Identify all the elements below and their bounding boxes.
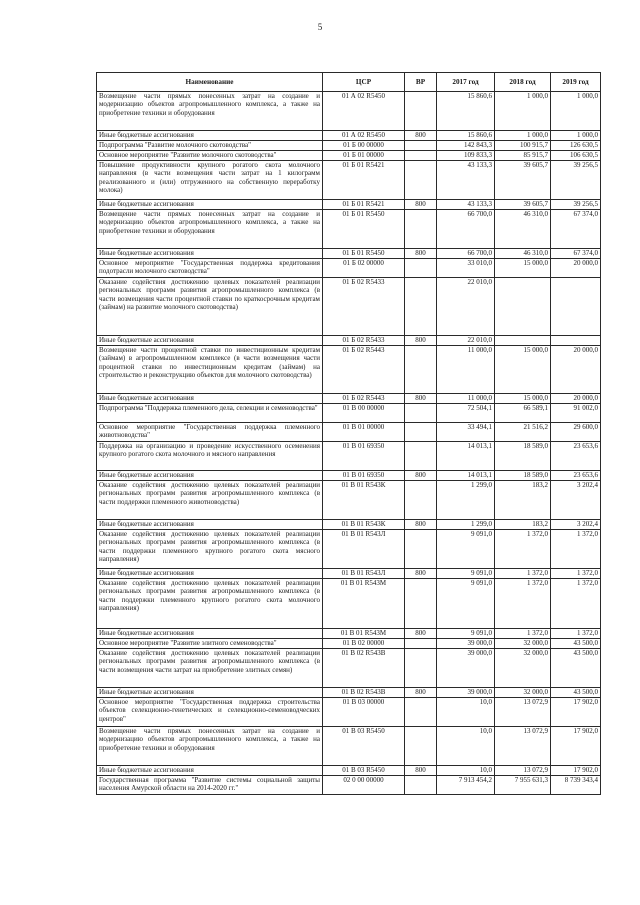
row-amount-2018: 32 000,0 [495,639,551,649]
row-amount-2019: 17 902,0 [551,698,601,727]
row-amount-2018: 46 310,0 [495,210,551,249]
row-amount-2019 [551,278,601,336]
header-row [97,73,601,92]
row-csr-code: 01 В 01 R543М [323,629,405,639]
row-amount-2017: 15 860,6 [437,92,495,131]
table-row [97,520,601,530]
row-name: Иные бюджетные ассигнования [97,629,323,639]
row-amount-2018: 100 915,7 [495,141,551,151]
table-row [97,336,601,346]
row-name: Иные бюджетные ассигнования [97,688,323,698]
row-name: Основное мероприятие "Развитие молочного скотоводства" [97,151,323,161]
row-vr-code: 800 [405,629,437,639]
row-csr-code: 01 В 03 R5450 [323,766,405,776]
table-row [97,639,601,649]
row-csr-code: 01 Б 01 00000 [323,151,405,161]
row-name: Иные бюджетные ассигнования [97,336,323,346]
row-amount-2017: 10,0 [437,698,495,727]
row-amount-2018: 15 000,0 [495,346,551,394]
row-amount-2019: 3 202,4 [551,520,601,530]
row-amount-2017: 39 000,0 [437,639,495,649]
table-row [97,92,601,131]
row-vr-code [405,649,437,688]
row-name: Основное мероприятие "Развитие элитного семеноводства" [97,639,323,649]
row-amount-2019: 1 372,0 [551,579,601,629]
row-amount-2018: 32 000,0 [495,688,551,698]
row-amount-2018 [495,278,551,336]
row-name: Основное мероприятие "Государственная поддержка племенного животноводства" [97,423,323,442]
row-csr-code: 01 Б 01 R5450 [323,210,405,249]
row-csr-code: 01 Б 02 R5433 [323,336,405,346]
row-amount-2019: 20 000,0 [551,394,601,404]
row-vr-code: 800 [405,249,437,259]
row-name: Подпрограмма "Поддержка племенного дела, селекции и семеноводства" [97,404,323,423]
row-amount-2019: 67 374,0 [551,249,601,259]
table-row [97,161,601,200]
row-vr-code: 800 [405,520,437,530]
row-amount-2019: 126 630,5 [551,141,601,151]
row-amount-2019: 1 372,0 [551,530,601,569]
row-name: Оказание содействия достижению целевых показателей реализации региональных программ развития агропромышленного комплекса (в части поддержки племенного животноводства) [97,481,323,520]
row-amount-2017: 11 000,0 [437,394,495,404]
row-amount-2018: 15 000,0 [495,394,551,404]
header-vr: ВР [405,73,437,92]
row-vr-code [405,404,437,423]
page-number: 5 [317,22,323,32]
row-amount-2019: 23 653,6 [551,471,601,481]
row-csr-code: 01 В 03 00000 [323,698,405,727]
row-amount-2017: 39 000,0 [437,649,495,688]
row-amount-2018: 13 072,9 [495,727,551,766]
row-amount-2017: 43 133,3 [437,200,495,210]
table-row [97,141,601,151]
row-csr-code: 01 В 01 69350 [323,442,405,471]
row-name: Оказание содействия достижению целевых показателей реализации региональных программ развития агропромышленного комплекса (в части поддержки племенного крупного рогатого скота молочного направления) [97,579,323,629]
row-amount-2017: 15 860,6 [437,131,495,141]
row-vr-code [405,278,437,336]
row-name: Повышение продуктивности крупного рогатого скота молочного направления (в части возмещения части затрат на 1 килограмм реализованного и (или) отгруженного на собственную переработку молока) [97,161,323,200]
row-amount-2017: 22 010,0 [437,336,495,346]
row-vr-code [405,141,437,151]
row-csr-code: 01 Б 00 00000 [323,141,405,151]
row-vr-code [405,161,437,200]
row-name: Возмещение части прямых понесенных затрат на создание и модернизацию объектов агропромышленного комплекса, а также на приобретение техники и оборудования [97,210,323,249]
row-amount-2018: 1 372,0 [495,629,551,639]
row-amount-2017: 66 700,0 [437,210,495,249]
row-vr-code [405,481,437,520]
row-amount-2018: 1 000,0 [495,92,551,131]
row-vr-code [405,530,437,569]
row-csr-code: 02 0 00 00000 [323,776,405,795]
row-amount-2018: 66 589,1 [495,404,551,423]
row-vr-code [405,579,437,629]
row-amount-2017: 10,0 [437,766,495,776]
row-amount-2017: 33 494,1 [437,423,495,442]
table-row [97,776,601,795]
row-amount-2018: 1 372,0 [495,569,551,579]
row-vr-code: 800 [405,131,437,141]
row-amount-2017: 1 299,0 [437,520,495,530]
row-amount-2017: 43 133,3 [437,161,495,200]
row-csr-code: 01 В 01 R543К [323,481,405,520]
row-csr-code: 01 В 03 R5450 [323,727,405,766]
row-amount-2017: 142 843,3 [437,141,495,151]
row-vr-code: 800 [405,569,437,579]
table-body [97,92,601,795]
row-vr-code: 800 [405,394,437,404]
row-amount-2017: 33 010,0 [437,259,495,278]
row-vr-code: 800 [405,336,437,346]
row-name: Иные бюджетные ассигнования [97,249,323,259]
row-amount-2019: 39 256,5 [551,200,601,210]
row-name: Поддержка на организацию и проведение искусственного осеменения крупного рогатого скота молочного и мясного направления [97,442,323,471]
row-amount-2018: 85 915,7 [495,151,551,161]
row-name: Иные бюджетные ассигнования [97,520,323,530]
row-amount-2019: 17 902,0 [551,766,601,776]
row-amount-2017: 9 091,0 [437,629,495,639]
row-csr-code: 01 В 01 R543Л [323,530,405,569]
row-amount-2019: 20 000,0 [551,259,601,278]
header-2018: 2018 год [495,73,551,92]
row-amount-2017: 72 504,1 [437,404,495,423]
table-row [97,481,601,520]
row-amount-2017: 14 013,1 [437,471,495,481]
row-amount-2017: 14 013,1 [437,442,495,471]
row-amount-2018: 183,2 [495,481,551,520]
row-csr-code: 01 Б 02 R5443 [323,394,405,404]
table-row [97,649,601,688]
table-row [97,530,601,569]
row-csr-code: 01 Б 01 R5421 [323,161,405,200]
header-csr: ЦСР [323,73,405,92]
table-row [97,688,601,698]
row-name: Возмещение части процентной ставки по инвестиционным кредитам (займам) в агропромышленном комплексе (в части возмещения части процентной ставки по инвестиционным кредитам (займам) на строительство и реконструкцию объектов для молочного скотоводства) [97,346,323,394]
row-csr-code: 01 Б 02 00000 [323,259,405,278]
table-row [97,404,601,423]
table-row [97,579,601,629]
row-amount-2019: 8 739 343,4 [551,776,601,795]
row-amount-2019: 17 902,0 [551,727,601,766]
row-amount-2017: 22 010,0 [437,278,495,336]
row-name: Подпрограмма "Развитие молочного скотоводства" [97,141,323,151]
row-vr-code [405,423,437,442]
row-vr-code [405,210,437,249]
row-csr-code: 01 В 01 69350 [323,471,405,481]
row-vr-code [405,259,437,278]
budget-table [96,72,601,795]
table-row [97,471,601,481]
row-name: Иные бюджетные ассигнования [97,200,323,210]
row-amount-2018: 32 000,0 [495,649,551,688]
row-amount-2018: 15 000,0 [495,259,551,278]
row-csr-code: 01 В 02 R543В [323,649,405,688]
row-amount-2018: 1 372,0 [495,530,551,569]
row-amount-2017: 39 000,0 [437,688,495,698]
row-csr-code: 01 В 00 00000 [323,404,405,423]
table-row [97,727,601,766]
row-amount-2019: 20 000,0 [551,346,601,394]
row-vr-code: 800 [405,766,437,776]
row-amount-2018: 39 605,7 [495,161,551,200]
row-amount-2019: 1 372,0 [551,629,601,639]
table-row [97,569,601,579]
row-amount-2019: 43 500,0 [551,688,601,698]
row-csr-code: 01 Б 02 R5443 [323,346,405,394]
row-csr-code: 01 В 02 R543В [323,688,405,698]
row-amount-2018: 7 955 631,3 [495,776,551,795]
table-row [97,766,601,776]
row-amount-2018: 18 589,0 [495,471,551,481]
table-row [97,394,601,404]
row-name: Государственная программа "Развитие системы социальной защиты населения Амурской области на 2014-2020 гг." [97,776,323,795]
row-amount-2018: 13 072,9 [495,766,551,776]
row-name: Основное мероприятие "Государственная поддержка строительства объектов селекционно-генетических и селекционно-семеноводческих центров" [97,698,323,727]
row-name: Иные бюджетные ассигнования [97,394,323,404]
row-csr-code: 01 В 01 00000 [323,423,405,442]
row-amount-2017: 9 091,0 [437,579,495,629]
row-amount-2019: 67 374,0 [551,210,601,249]
row-name: Иные бюджетные ассигнования [97,471,323,481]
row-csr-code: 01 А 02 R5450 [323,92,405,131]
row-amount-2019: 43 500,0 [551,649,601,688]
row-vr-code [405,346,437,394]
table-row [97,423,601,442]
row-amount-2019: 1 000,0 [551,92,601,131]
row-amount-2019: 29 600,0 [551,423,601,442]
table-row [97,151,601,161]
row-vr-code: 800 [405,200,437,210]
table-row [97,278,601,336]
row-vr-code [405,442,437,471]
row-amount-2017: 109 833,3 [437,151,495,161]
row-amount-2017: 9 091,0 [437,569,495,579]
row-name: Возмещение части прямых понесенных затрат на создание и модернизацию объектов агропромышленного комплекса, а также на приобретение техники и оборудования [97,92,323,131]
table-header [97,73,601,92]
table-row [97,259,601,278]
row-amount-2019: 1 000,0 [551,131,601,141]
table-row [97,131,601,141]
row-name: Иные бюджетные ассигнования [97,131,323,141]
row-amount-2018: 21 516,2 [495,423,551,442]
row-csr-code: 01 Б 01 R5421 [323,200,405,210]
row-csr-code: 01 В 01 R543Л [323,569,405,579]
row-amount-2017: 9 091,0 [437,530,495,569]
row-csr-code: 01 Б 02 R5433 [323,278,405,336]
row-amount-2019: 3 202,4 [551,481,601,520]
row-amount-2019 [551,336,601,346]
row-vr-code: 800 [405,471,437,481]
row-name: Оказание содействия достижению целевых показателей реализации региональных программ развития агропромышленного комплекса (в части поддержки племенного крупного рогатого скота мясного направления) [97,530,323,569]
row-amount-2018 [495,336,551,346]
row-name: Иные бюджетные ассигнования [97,766,323,776]
row-vr-code [405,727,437,766]
header-2017: 2017 год [437,73,495,92]
row-vr-code [405,639,437,649]
row-amount-2017: 7 913 454,2 [437,776,495,795]
row-csr-code: 01 В 01 R543М [323,579,405,629]
row-amount-2017: 10,0 [437,727,495,766]
row-amount-2018: 46 310,0 [495,249,551,259]
table-row [97,442,601,471]
row-csr-code: 01 Б 01 R5450 [323,249,405,259]
row-vr-code: 800 [405,688,437,698]
header-name: Наименование [97,73,323,92]
header-2019: 2019 год [551,73,601,92]
row-amount-2018: 1 372,0 [495,579,551,629]
row-amount-2018: 39 605,7 [495,200,551,210]
row-csr-code: 01 А 02 R5450 [323,131,405,141]
row-vr-code [405,776,437,795]
row-csr-code: 01 В 01 R543К [323,520,405,530]
row-amount-2018: 1 000,0 [495,131,551,141]
table-row [97,249,601,259]
row-name: Оказание содействия достижению целевых показателей реализации региональных программ развития агропромышленного комплекса (в части возмещения части процентной ставки по краткосрочным кредитам (займам) на развитие молочного скотоводства) [97,278,323,336]
row-vr-code [405,92,437,131]
row-amount-2019: 23 653,6 [551,442,601,471]
table-row [97,210,601,249]
row-amount-2018: 183,2 [495,520,551,530]
row-amount-2018: 13 072,9 [495,698,551,727]
row-name: Возмещение части прямых понесенных затрат на создание и модернизацию объектов агропромышленного комплекса, а также на приобретение техники и оборудования [97,727,323,766]
row-name: Оказание содействия достижению целевых показателей реализации региональных программ развития агропромышленного комплекса (в части возмещения части затрат на приобретение элитных семян) [97,649,323,688]
row-name: Иные бюджетные ассигнования [97,569,323,579]
table-row [97,629,601,639]
row-amount-2019: 91 002,0 [551,404,601,423]
table-row [97,346,601,394]
row-amount-2017: 66 700,0 [437,249,495,259]
row-amount-2018: 18 589,0 [495,442,551,471]
row-vr-code [405,151,437,161]
table-row [97,200,601,210]
table-row [97,698,601,727]
row-amount-2019: 43 500,0 [551,639,601,649]
row-amount-2019: 1 372,0 [551,569,601,579]
row-amount-2019: 39 256,5 [551,161,601,200]
row-name: Основное мероприятие "Государственная поддержка кредитования подотрасли молочного скотоводства" [97,259,323,278]
row-vr-code [405,698,437,727]
row-amount-2019: 106 630,5 [551,151,601,161]
row-amount-2017: 1 299,0 [437,481,495,520]
row-csr-code: 01 В 02 00000 [323,639,405,649]
row-amount-2017: 11 000,0 [437,346,495,394]
